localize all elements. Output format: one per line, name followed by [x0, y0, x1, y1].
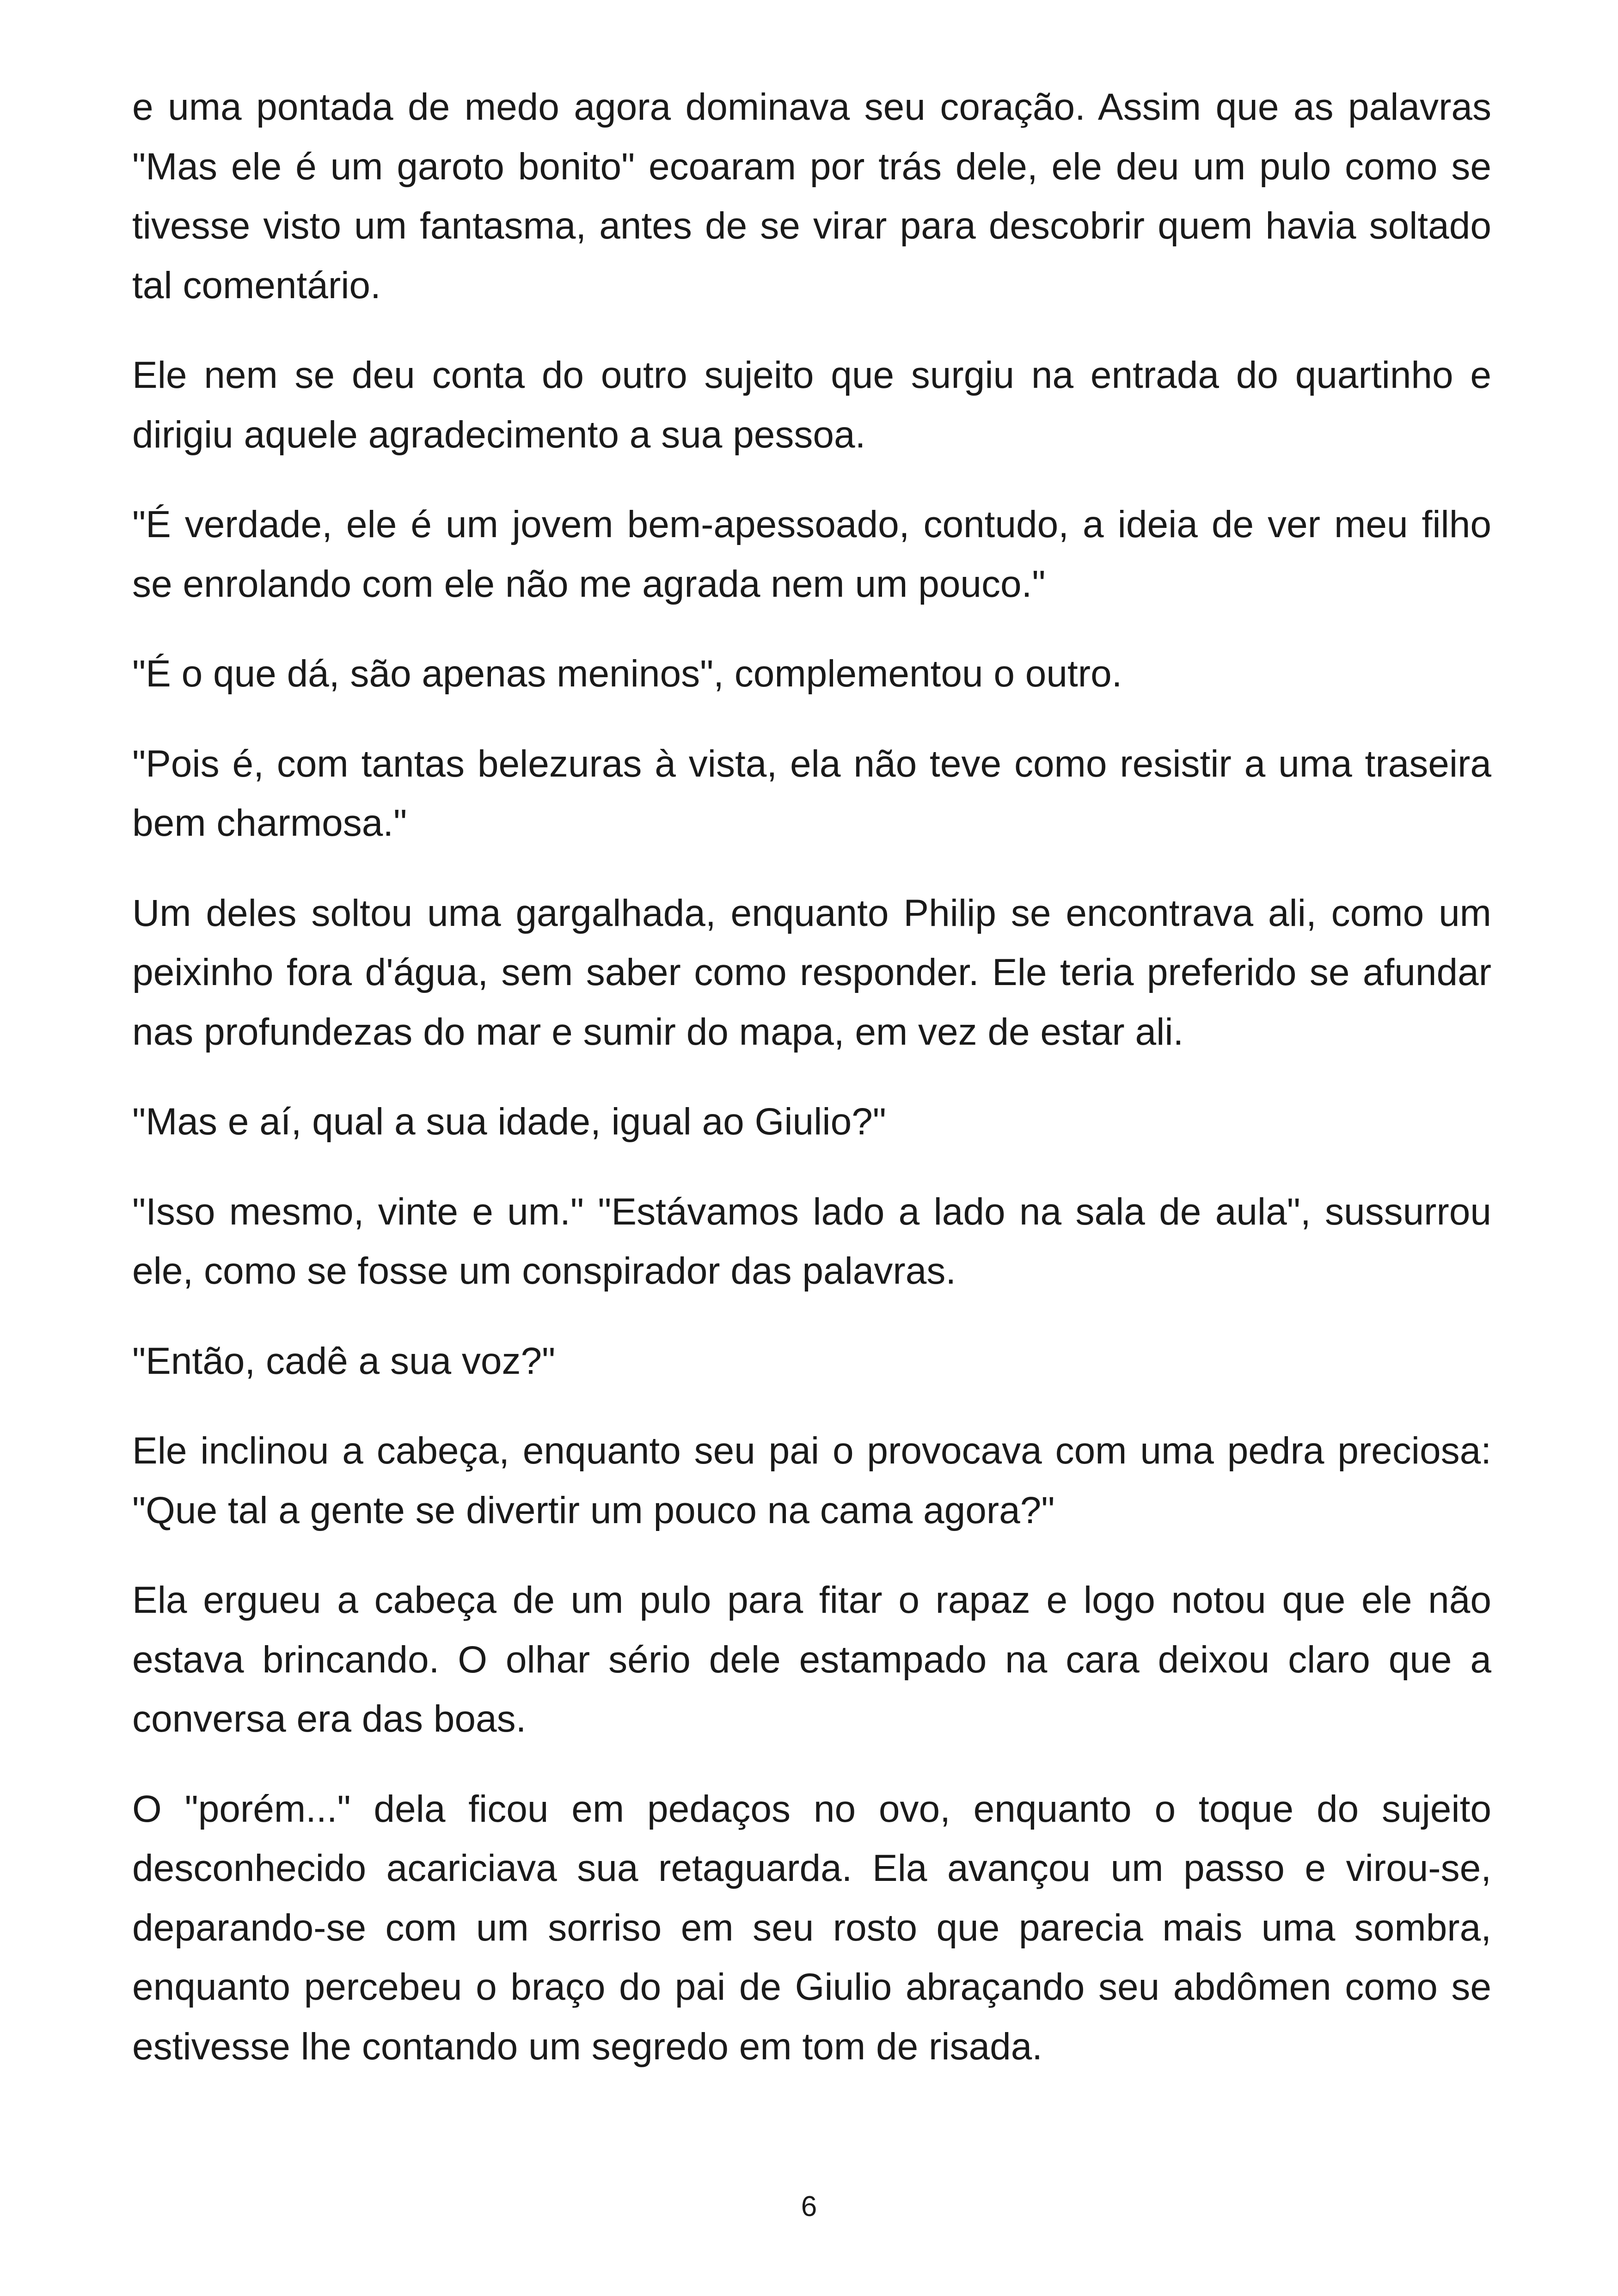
- paragraph-6: Um deles soltou uma gargalhada, enquanto Philip se encontrava ali, como um peixinho fora d'água, sem saber como responder. Ele teria preferido se afundar nas profundezas do mar e sumir do mapa, em vez de estar ali.: [132, 892, 1491, 1053]
- paragraph-1: e uma pontada de medo agora dominava seu coração. Assim que as palavras "Mas ele é um garoto bonito" ecoaram por trás dele, ele deu um pulo como se tivesse visto um fantasma, antes de se virar para descobrir quem havia soltado tal comentário.: [132, 86, 1491, 306]
- paragraph-5: "Pois é, com tantas belezuras à vista, ela não teve como resistir a uma traseira bem charmosa.": [132, 742, 1491, 844]
- paragraph-3: "É verdade, ele é um jovem bem-apessoado, contudo, a ideia de ver meu filho se enrolando com ele não me agrada nem um pouco.": [132, 503, 1491, 605]
- paragraph-9: "Então, cadê a sua voz?": [132, 1340, 556, 1382]
- paragraph-8: "Isso mesmo, vinte e um." "Estávamos lado a lado na sala de aula", sussurrou ele, como se fosse um conspirador das palavras.: [132, 1190, 1491, 1292]
- paragraph-11: Ela ergueu a cabeça de um pulo para fitar o rapaz e logo notou que ele não estava brincando. O olhar sério dele estampado na cara deixou claro que a conversa era das boas.: [132, 1579, 1491, 1740]
- paragraph-7: "Mas e aí, qual a sua idade, igual ao Giulio?": [132, 1101, 886, 1143]
- body-text: [132, 78, 1491, 2107]
- page-number: 6: [801, 2191, 817, 2223]
- paragraph-12: O "porém..." dela ficou em pedaços no ovo, enquanto o toque do sujeito desconhecido acariciava sua retaguarda. Ela avançou um passo e virou-se, deparando-se com um sorriso em seu rosto que parecia mais uma sombra, enquanto percebeu o braço do pai de Giulio abraçando seu abdômen como se estivesse lhe contando um segredo em tom de risada.: [132, 1788, 1491, 2068]
- paragraph-2: Ele nem se deu conta do outro sujeito que surgiu na entrada do quartinho e dirigiu aquele agradecimento a sua pessoa.: [132, 354, 1491, 456]
- paragraph-4: "É o que dá, são apenas meninos", complementou o outro.: [132, 653, 1122, 695]
- paragraph-10: Ele inclinou a cabeça, enquanto seu pai o provocava com uma pedra preciosa: "Que tal a gente se divertir um pouco na cama agora?": [132, 1430, 1491, 1531]
